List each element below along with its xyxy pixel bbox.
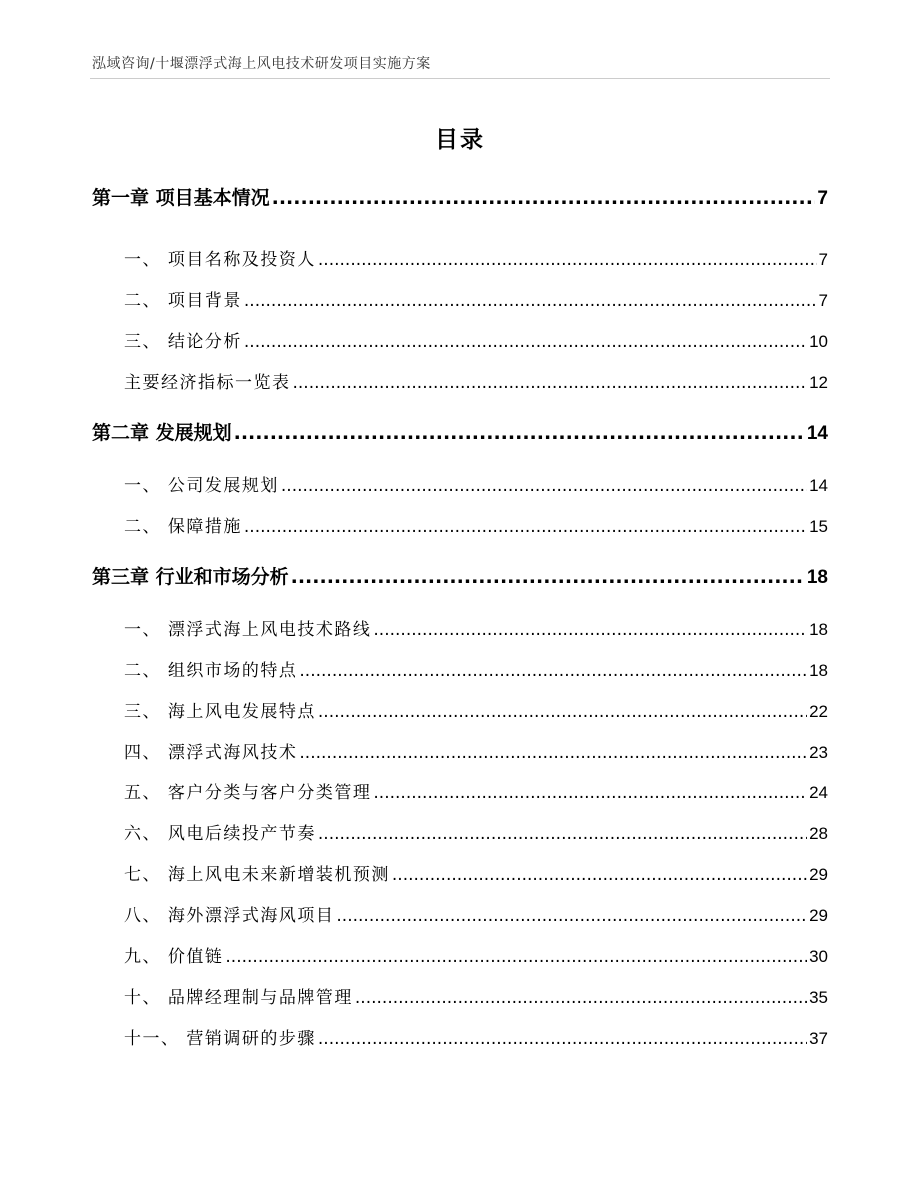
toc-leader-dots bbox=[272, 187, 816, 209]
toc-entry-page: 18 bbox=[809, 661, 828, 680]
toc-leader-dots bbox=[336, 906, 807, 926]
toc-leader-dots bbox=[318, 824, 807, 844]
toc-leader-dots bbox=[244, 517, 807, 537]
toc-entry-page: 15 bbox=[809, 517, 828, 536]
toc-entry-page: 30 bbox=[809, 947, 828, 966]
toc-entry-label: 一、 项目名称及投资人 bbox=[124, 250, 316, 270]
toc-entry-page: 18 bbox=[809, 620, 828, 639]
toc-leader-dots bbox=[293, 373, 808, 393]
toc-section[interactable] bbox=[124, 512, 828, 537]
toc-leader-dots bbox=[299, 661, 807, 681]
toc-entry-label: 七、 海上风电未来新增装机预测 bbox=[124, 865, 390, 885]
toc-section[interactable] bbox=[124, 615, 828, 640]
toc-leader-dots bbox=[373, 783, 807, 803]
toc-leader-dots bbox=[355, 988, 807, 1008]
toc-leader-dots bbox=[244, 291, 817, 311]
toc-entry-label: 二、 保障措施 bbox=[124, 517, 242, 537]
toc-section[interactable] bbox=[124, 368, 828, 393]
toc-entry-label: 一、 漂浮式海上风电技术路线 bbox=[124, 620, 372, 640]
toc-leader-dots bbox=[299, 743, 807, 763]
toc-title: 目录 bbox=[435, 127, 485, 153]
toc-entry-label: 三、 结论分析 bbox=[124, 332, 242, 352]
toc-chapter-3[interactable] bbox=[92, 562, 828, 589]
toc-leader-dots bbox=[392, 865, 807, 885]
toc-section[interactable] bbox=[124, 656, 828, 681]
toc-leader-dots bbox=[281, 476, 807, 496]
toc-entry-page: 24 bbox=[809, 783, 828, 802]
toc-entry-label: 六、 风电后续投产节奏 bbox=[124, 824, 316, 844]
toc-entry-label: 第三章 行业和市场分析 bbox=[92, 566, 289, 588]
toc-leader-dots bbox=[373, 620, 807, 640]
toc-entry-page: 18 bbox=[806, 567, 828, 588]
toc-section[interactable] bbox=[124, 860, 828, 885]
toc-entry-page: 10 bbox=[809, 332, 828, 351]
toc-entry-label: 第一章 项目基本情况 bbox=[92, 187, 270, 209]
toc-entry-page: 37 bbox=[809, 1029, 828, 1048]
toc-entry-page: 29 bbox=[809, 865, 828, 884]
toc-entry-page: 35 bbox=[809, 988, 828, 1007]
toc-entry-label: 四、 漂浮式海风技术 bbox=[124, 743, 298, 763]
toc-entry-page: 23 bbox=[809, 743, 828, 762]
toc-leader-dots bbox=[234, 422, 805, 444]
toc-chapter-2[interactable] bbox=[92, 418, 828, 445]
toc-leader-dots bbox=[225, 947, 807, 967]
toc-entry-label: 十、 品牌经理制与品牌管理 bbox=[124, 988, 353, 1008]
page-header: 泓域咨询/十堰漂浮式海上风电技术研发项目实施方案 bbox=[92, 56, 431, 72]
toc-entry-page: 14 bbox=[809, 476, 828, 495]
toc-leader-dots bbox=[244, 332, 807, 352]
toc-section[interactable] bbox=[124, 819, 828, 844]
toc-leader-dots bbox=[318, 1029, 807, 1049]
toc-leader-dots bbox=[291, 566, 805, 588]
toc-entry-page: 7 bbox=[818, 291, 828, 310]
toc-entry-label: 八、 海外漂浮式海风项目 bbox=[124, 906, 335, 926]
toc-section[interactable] bbox=[124, 697, 828, 722]
toc-entry-page: 28 bbox=[809, 824, 828, 843]
toc-entry-label: 二、 组织市场的特点 bbox=[124, 661, 298, 681]
toc-entry-label: 五、 客户分类与客户分类管理 bbox=[124, 783, 372, 803]
toc-section[interactable] bbox=[124, 942, 828, 967]
toc-entry-label: 第二章 发展规划 bbox=[92, 422, 232, 444]
toc-entry-label: 二、 项目背景 bbox=[124, 291, 242, 311]
toc-entry-page: 12 bbox=[809, 373, 828, 392]
toc-entry-label: 主要经济指标一览表 bbox=[124, 373, 291, 393]
toc-leader-dots bbox=[318, 702, 807, 722]
toc-section[interactable] bbox=[124, 901, 828, 926]
toc-leader-dots bbox=[318, 250, 817, 270]
toc-section[interactable] bbox=[124, 471, 828, 496]
toc-section[interactable] bbox=[124, 286, 828, 311]
toc-section[interactable] bbox=[124, 245, 828, 270]
toc-section[interactable] bbox=[124, 778, 828, 803]
toc-entry-page: 7 bbox=[818, 250, 828, 269]
toc-entry-label: 九、 价值链 bbox=[124, 947, 224, 967]
toc-entry-page: 14 bbox=[806, 423, 828, 444]
toc-entry-label: 一、 公司发展规划 bbox=[124, 476, 279, 496]
toc-section[interactable] bbox=[124, 983, 828, 1008]
toc-section[interactable] bbox=[124, 327, 828, 352]
toc-entry-page: 7 bbox=[817, 188, 828, 209]
header-divider bbox=[90, 78, 830, 79]
toc-entry-page: 29 bbox=[809, 906, 828, 925]
toc-entry-label: 三、 海上风电发展特点 bbox=[124, 702, 316, 722]
toc-chapter-1[interactable] bbox=[92, 183, 828, 210]
toc-section[interactable] bbox=[124, 1024, 828, 1049]
toc-entry-label: 十一、 营销调研的步骤 bbox=[124, 1029, 316, 1049]
toc-section[interactable] bbox=[124, 738, 828, 763]
toc-entry-page: 22 bbox=[809, 702, 828, 721]
